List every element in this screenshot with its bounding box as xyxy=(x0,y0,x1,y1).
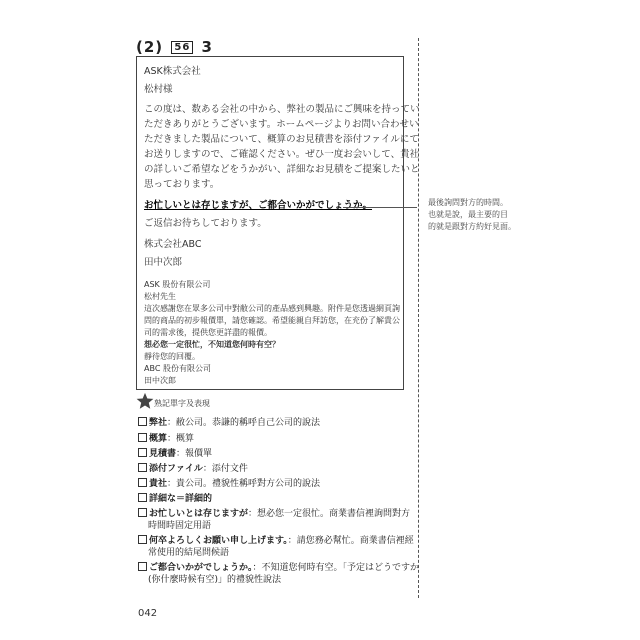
side-note-line: 最後詢問對方的時間。 xyxy=(428,198,508,207)
zh-recipient: 松村先生 xyxy=(144,292,176,301)
zh-highlight-sentence: 想必您一定很忙，不知道您何時有空？ xyxy=(144,340,280,349)
jp-closing: ご返信お待ちしております。 xyxy=(144,218,267,229)
annotation-pointer-line xyxy=(343,207,417,208)
jp-sender-company: 株式会社ABC xyxy=(144,239,202,250)
side-note-line: 也就是說，最主要的目 xyxy=(428,210,508,219)
jp-body-line: の詳しいご希望などをうかがい、詳細なお見積をご提案したいと xyxy=(144,164,420,175)
vocab-item: 弊社：敝公司。恭謙的稱呼自己公司的說法 xyxy=(138,417,320,429)
jp-body-line: ただきありがとうございます。ホームページよりお問い合わせい xyxy=(144,119,419,130)
checkbox-icon xyxy=(138,433,147,442)
jp-company: ASK株式会社 xyxy=(144,66,201,77)
checkbox-icon xyxy=(138,493,147,502)
checkbox-icon xyxy=(138,562,147,571)
vocab-item: 詳細な＝詳細的 xyxy=(138,493,212,505)
side-note-line: 的就是跟對方約好見面。 xyxy=(428,222,516,231)
jp-sender-name: 田中次郎 xyxy=(144,257,183,268)
jp-body-line: ただきました製品について、概算のお見積書を添付ファイルにて xyxy=(144,134,419,145)
vocab-item: ご都合いかがでしょうか。：不知道您何時有空。「予定はどうですか xyxy=(138,562,419,574)
zh-body-line: 這次感謝您在眾多公司中對敝公司的產品感到興趣。附件是您透過網頁詢 xyxy=(144,304,400,313)
page-number: 042 xyxy=(138,608,158,619)
zh-sender-company: ABC 股份有限公司 xyxy=(144,364,211,373)
zh-body-line: 司的需求後，提供您更詳盡的報價。 xyxy=(144,328,272,337)
jp-highlight-sentence: お忙しいとは存じますが、ご都合いかがでしょうか。 xyxy=(144,200,373,211)
vocab-item-continued: 時間時固定用語 xyxy=(148,521,212,531)
checkbox-icon xyxy=(138,448,147,457)
zh-company: ASK 股份有限公司 xyxy=(144,280,211,289)
jp-body-line: お送りしますので、ご確認ください。ぜひ一度お会いして、貴社 xyxy=(144,149,420,160)
checkbox-icon xyxy=(138,535,147,544)
checkbox-icon xyxy=(138,478,147,487)
answer-number: 3 xyxy=(201,38,213,56)
question-heading xyxy=(136,38,213,56)
zh-closing: 靜待您的回覆。 xyxy=(144,352,200,361)
jp-body-line: 思っております。 xyxy=(144,179,220,190)
jp-recipient: 松村様 xyxy=(144,84,173,95)
zh-body-line: 問的商品的初步報價單，請您確認。希望能親自拜訪您，在充份了解貴公 xyxy=(144,316,400,325)
vocab-item: 概算：概算 xyxy=(138,433,194,445)
vocab-item: 何卒よろしくお願い申し上げます。：請您務必幫忙。商業書信裡經 xyxy=(138,535,414,547)
star-icon xyxy=(136,392,154,410)
heading-label: (2) xyxy=(136,38,164,56)
vocab-item: 見積書：報價單 xyxy=(138,448,212,460)
margin-divider xyxy=(418,38,419,598)
vocab-item: 貴社：貴公司。禮貌性稱呼對方公司的說法 xyxy=(138,478,320,490)
checkbox-icon xyxy=(138,463,147,472)
checkbox-icon xyxy=(138,417,147,426)
side-note xyxy=(428,197,516,233)
vocab-title: 熟記單字及表現 xyxy=(154,399,210,408)
vocab-item-continued: (你什麼時候有空)」的禮貌性說法 xyxy=(148,575,282,585)
checkbox-icon xyxy=(138,508,147,517)
vocab-item: 添付ファイル：添付文件 xyxy=(138,463,248,475)
jp-body-line: この度は、数ある会社の中から、弊社の製品にご興味を持ってい xyxy=(144,104,420,115)
vocab-item: お忙しいとは存じますが：想必您一定很忙。商業書信裡詢問對方 xyxy=(138,508,410,520)
zh-sender-name: 田中次郎 xyxy=(144,376,176,385)
vocab-item-continued: 常使用的結尾問候語 xyxy=(148,548,230,558)
question-number: 56 xyxy=(171,41,193,54)
